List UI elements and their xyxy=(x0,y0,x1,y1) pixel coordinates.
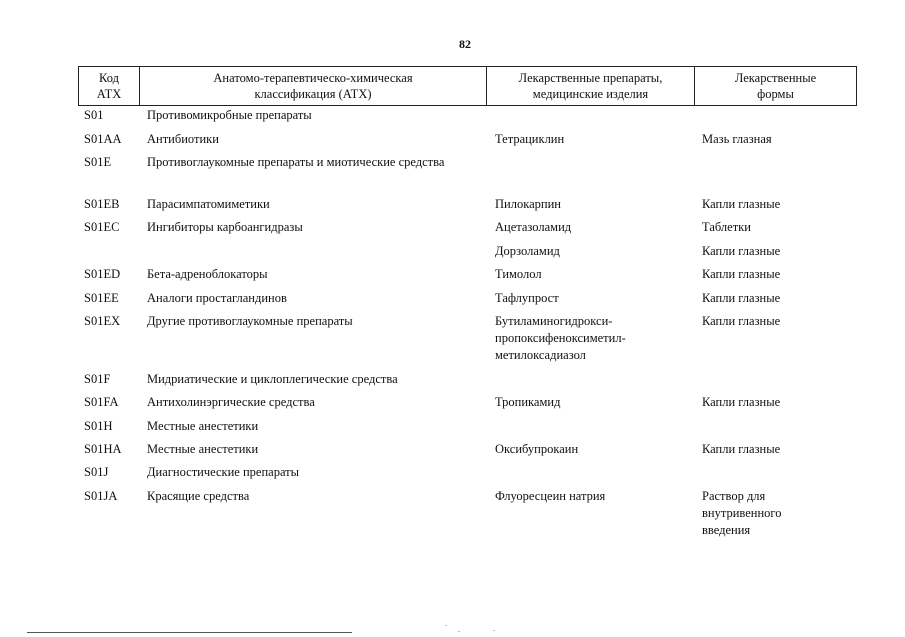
atc-name: Другие противоглаукомные препараты xyxy=(147,314,353,328)
drug-name: Бутиламиногидрокси-пропоксифеноксиметил-метилоксадиазол xyxy=(495,314,626,362)
atc-code: S01H xyxy=(84,419,113,433)
scan-speck xyxy=(445,625,447,626)
dosage-form: Капли глазные xyxy=(702,244,781,258)
drug-name: Тетрациклин xyxy=(495,132,565,146)
atc-name: Мидриатические и циклоплегические средства xyxy=(147,372,398,386)
atc-code: S01JA xyxy=(84,489,118,503)
atc-code: S01EX xyxy=(84,314,121,328)
drug-name: Пилокарпин xyxy=(495,197,561,211)
dosage-form: Капли глазные xyxy=(702,197,781,211)
atc-name: Антибиотики xyxy=(147,132,219,146)
dosage-form: Мазь глазная xyxy=(702,132,772,146)
page-number: 82 xyxy=(459,37,471,51)
scan-speck xyxy=(458,631,460,632)
header-drugs-line2: медицинские изделия xyxy=(532,87,649,101)
dosage-form: Капли глазные xyxy=(702,395,781,409)
dosage-form: Капли глазные xyxy=(702,267,781,281)
header-atc-line1: Анатомо-терапевтическо-химическая xyxy=(213,71,413,85)
drug-name: Тимолол xyxy=(495,267,542,281)
atc-name: Ингибиторы карбоангидразы xyxy=(147,220,303,234)
atc-name: Парасимпатомиметики xyxy=(147,197,270,211)
atc-code: S01EC xyxy=(84,220,120,234)
header-forms-line2: формы xyxy=(757,87,794,101)
atc-name: Местные анестетики xyxy=(147,442,259,456)
footer-rule xyxy=(27,632,352,633)
header-code-line2: АТХ xyxy=(96,87,122,101)
header-forms-line1: Лекарственные xyxy=(734,71,817,85)
atc-code: S01F xyxy=(84,372,111,386)
atc-name: Аналоги простагландинов xyxy=(147,291,287,305)
dosage-form: Раствор для внутривенного введения xyxy=(702,489,782,537)
atc-code: S01J xyxy=(84,465,109,479)
atc-code: S01FA xyxy=(84,395,119,409)
atc-code: S01 xyxy=(84,108,104,122)
atc-name: Противоглаукомные препараты и миотические средства xyxy=(147,155,445,169)
atc-code: S01ED xyxy=(84,267,121,281)
drug-name: Ацетазоламид xyxy=(495,220,572,234)
drug-name: Флуоресцеин натрия xyxy=(495,489,606,503)
dosage-form: Капли глазные xyxy=(702,291,781,305)
dosage-form: Капли глазные xyxy=(702,314,781,328)
atc-name: Местные анестетики xyxy=(147,419,259,433)
atc-name: Бета-адреноблокаторы xyxy=(147,267,268,281)
scan-speck xyxy=(493,630,495,631)
atc-code: S01AA xyxy=(84,132,122,146)
dosage-form: Таблетки xyxy=(702,220,751,234)
atc-code: S01E xyxy=(84,155,112,169)
header-atc-line2: классификация (АТХ) xyxy=(254,87,372,101)
header-drugs-line1: Лекарственные препараты, xyxy=(518,71,663,85)
drug-name: Оксибупрокаин xyxy=(495,442,579,456)
drug-name: Тропикамид xyxy=(495,395,561,409)
atc-name: Антихолинэргические средства xyxy=(147,395,315,409)
dosage-form: Капли глазные xyxy=(702,442,781,456)
drug-name: Тафлупрост xyxy=(495,291,559,305)
atc-name: Красящие средства xyxy=(147,489,250,503)
atc-name: Противомикробные препараты xyxy=(147,108,312,122)
atc-name: Диагностические препараты xyxy=(147,465,300,479)
atc-code: S01HA xyxy=(84,442,122,456)
drug-name: Дорзоламид xyxy=(495,244,560,258)
atc-code: S01EE xyxy=(84,291,119,305)
atc-code: S01EB xyxy=(84,197,120,211)
header-code-line1: Код xyxy=(99,71,119,85)
